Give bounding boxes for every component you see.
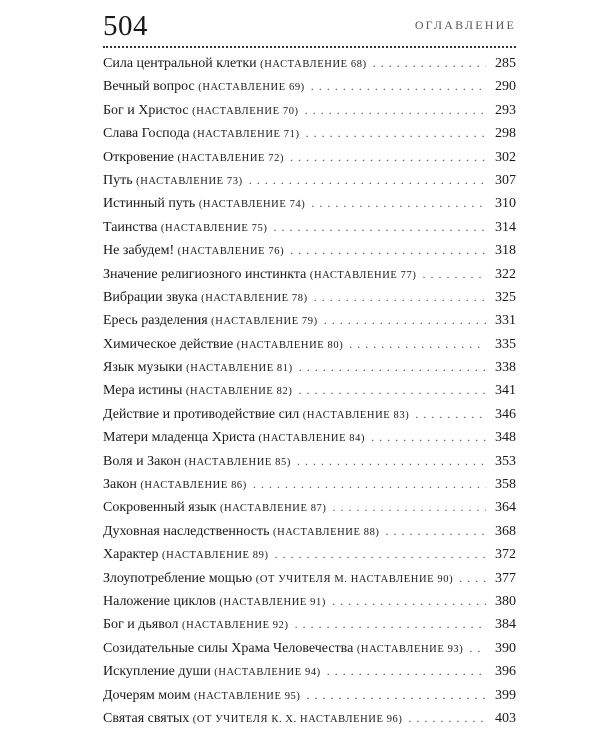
entry-title [103,239,284,263]
toc-entry [103,309,516,332]
entry-page-number: 314 [495,219,516,235]
toc-entry [103,122,516,145]
entry-note: (НАСТАВЛЕНИЕ 87) [219,503,327,515]
dot-leader [371,426,486,449]
entry-title-text: Дочерям моим [103,687,191,703]
entry-note: (НАСТАВЛЕНИЕ 94) [214,667,321,679]
entry-page-number: 372 [495,547,516,563]
entry-title-text: Слава Господа [103,126,190,142]
dot-leader [249,169,486,192]
entry-page-number: 346 [495,406,516,422]
entry-page-number: 403 [495,710,516,726]
entry-note: (НАСТАВЛЕНИЕ 91) [219,596,326,608]
entry-title-text: Мера истины [103,383,183,399]
entry-title-text: Созидательные силы Храма Человечества [103,640,354,656]
dot-leader [386,520,486,543]
toc-entry [103,520,516,543]
entry-title [103,169,243,193]
entry-note: (НАСТАВЛЕНИЕ 85) [184,456,291,468]
entry-title-text: Действие и противодействие сил [103,406,300,422]
dot-leader [459,567,486,590]
entry-title [103,192,305,216]
entry-page-number: 298 [495,126,516,142]
toc-entry [103,75,516,98]
entry-page-number: 318 [495,243,516,259]
dot-leader [307,684,486,707]
entry-title [103,473,247,497]
entry-note: (НАСТАВЛЕНИЕ 89) [162,550,269,562]
dot-leader [333,496,486,519]
entry-note: (НАСТАВЛЕНИЕ 86) [140,480,247,492]
toc-entry [103,403,516,426]
entry-note: (НАСТАВЛЕНИЕ 72) [177,152,285,164]
entry-note: (НАСТАВЛЕНИЕ 70) [192,105,299,117]
entry-title [103,333,343,357]
entry-title-text: Злоупотребление мощью [103,570,253,586]
toc-entry [103,637,516,660]
entry-note: (НАСТАВЛЕНИЕ 84) [258,433,366,445]
toc-entry [103,333,516,356]
entry-page-number: 353 [495,453,516,469]
entry-page-number: 368 [495,523,516,539]
dot-leader [422,263,486,286]
dot-leader [273,216,486,239]
entry-note: (НАСТАВЛЕНИЕ 83) [302,409,410,421]
entry-title-text: Сокровенный язык [103,500,217,516]
entry-page-number: 290 [495,79,516,95]
header-divider [103,46,516,48]
dot-leader [373,52,486,75]
entry-page-number: 380 [495,593,516,609]
entry-note: (НАСТАВЛЕНИЕ 82) [185,386,293,398]
entry-page-number: 325 [495,289,516,305]
toc-entry [103,286,516,309]
entry-page-number: 307 [495,172,516,188]
toc-entry [103,543,516,566]
entry-page-number: 390 [495,640,516,656]
entry-note: (НАСТАВЛЕНИЕ 74) [198,199,306,211]
entry-title [103,707,403,731]
dot-leader [299,356,486,379]
entry-title [103,216,267,240]
toc-entry [103,684,516,707]
toc-entry [103,192,516,215]
entry-title-text: Откровение [103,149,174,165]
toc-entry [103,379,516,402]
page-header [103,8,516,44]
entry-note: (НАСТАВЛЕНИЕ 88) [272,526,380,538]
entry-title-text: Святая святых [103,710,190,726]
entry-title [103,684,301,708]
dot-leader [297,450,486,473]
toc-entry [103,590,516,613]
entry-title [103,567,453,591]
entry-note: (НАСТАВЛЕНИЕ 68) [260,59,367,70]
dot-leader [349,333,486,356]
dot-leader [298,379,486,402]
entry-title-text: Язык музыки [103,360,183,376]
entry-title [103,660,321,684]
entry-title [103,590,326,614]
entry-title [103,520,380,544]
dot-leader [409,707,487,730]
entry-page-number: 285 [495,56,516,71]
entry-page-number: 331 [495,313,516,329]
entry-title-text: Наложение циклов [103,593,216,609]
entry-page-number: 377 [495,570,516,586]
dot-leader [327,660,486,683]
dot-leader [253,473,486,496]
entry-title-text: Матери младенца Христа [103,430,256,446]
entry-note: (ОТ УЧИТЕЛЯ М. НАСТАВЛЕНИЕ 90) [255,573,454,585]
entry-note: (НАСТАВЛЕНИЕ 93) [356,643,464,655]
toc-entry [103,496,516,519]
entry-title [103,52,367,76]
dot-leader [295,613,486,636]
entry-page-number: 335 [495,336,516,352]
entry-title [103,450,291,474]
dot-leader [314,286,486,309]
entry-title-text: Химическое действие [103,336,234,352]
entry-note: (НАСТАВЛЕНИЕ 92) [182,620,289,632]
entry-title-text: Вибрации звука [103,289,198,305]
entry-page-number: 384 [495,617,516,633]
entry-note: (НАСТАВЛЕНИЕ 78) [201,292,308,304]
entry-title-text: Бог и Христос [103,102,189,118]
toc-entry [103,169,516,192]
entry-title-text: Закон [103,477,137,493]
running-title: ОГЛАВЛЕНИЕ [414,18,516,32]
dot-leader [275,543,486,566]
entry-title [103,379,292,403]
entry-title-text: Сила центральной клетки [103,56,257,71]
toc-entry [103,450,516,473]
entry-page-number: 396 [495,664,516,680]
entry-title-text: Духовная наследственность [103,523,270,539]
page-number: 504 [103,10,148,42]
table-of-contents [103,52,516,730]
entry-page-number: 364 [495,500,516,516]
toc-entry [103,707,516,730]
toc-entry [103,426,516,449]
entry-title [103,309,318,333]
entry-note: (НАСТАВЛЕНИЕ 80) [236,339,344,351]
entry-title-text: Характер [103,547,159,563]
toc-entry [103,356,516,379]
entry-note: (НАСТАВЛЕНИЕ 73) [136,175,243,187]
entry-page-number: 322 [495,266,516,282]
entry-title-text: Истинный путь [103,196,196,212]
dot-leader [332,590,486,613]
toc-entry [103,660,516,683]
dot-leader [311,192,486,215]
entry-note: (ОТ УЧИТЕЛЯ К. Х. НАСТАВЛЕНИЕ 96) [192,713,403,725]
toc-entry [103,146,516,169]
toc-entry [103,263,516,286]
entry-note: (НАСТАВЛЕНИЕ 76) [177,246,285,258]
entry-page-number: 338 [495,360,516,376]
entry-title-text: Путь [103,172,133,188]
toc-entry [103,216,516,239]
entry-title-text: Искупление души [103,664,211,680]
entry-note: (НАСТАВЛЕНИЕ 79) [211,316,318,328]
dot-leader [305,99,486,122]
dot-leader [415,403,486,426]
entry-title [103,75,305,99]
entry-title-text: Бог и дьявол [103,617,179,633]
toc-entry [103,239,516,262]
dot-leader [290,146,486,169]
entry-page-number: 348 [495,430,516,446]
entry-title [103,99,299,123]
entry-note: (НАСТАВЛЕНИЕ 81) [186,363,293,375]
entry-title [103,403,409,427]
entry-title-text: Воля и Закон [103,453,181,469]
entry-note: (НАСТАВЛЕНИЕ 95) [193,690,301,702]
toc-entry [103,473,516,496]
entry-note: (НАСТАВЛЕНИЕ 69) [198,82,305,94]
entry-page-number: 358 [495,477,516,493]
entry-title [103,356,293,380]
entry-title [103,286,308,310]
entry-title-text: Вечный вопрос [103,79,195,95]
toc-entry [103,613,516,636]
dot-leader [324,309,486,332]
entry-title [103,426,365,450]
entry-note: (НАСТАВЛЕНИЕ 75) [160,222,268,234]
toc-entry [103,99,516,122]
entry-title [103,263,416,287]
toc-entry [103,52,516,75]
entry-title [103,122,300,146]
entry-note: (НАСТАВЛЕНИЕ 71) [193,129,300,141]
entry-page-number: 302 [495,149,516,165]
entry-title [103,637,463,661]
entry-title [103,543,269,567]
entry-note: (НАСТАВЛЕНИЕ 77) [309,269,417,281]
entry-page-number: 293 [495,102,516,118]
entry-page-number: 341 [495,383,516,399]
entry-title-text: Ересь разделения [103,313,208,329]
entry-title [103,496,327,520]
entry-title-text: Не забудем! [103,243,175,259]
dot-leader [290,239,486,262]
entry-title [103,613,289,637]
entry-page-number: 310 [495,196,516,212]
toc-entry [103,567,516,590]
entry-title-text: Значение религиозного инстинкта [103,266,307,282]
entry-page-number: 399 [495,687,516,703]
dot-leader [469,637,486,660]
entry-title [103,146,284,170]
dot-leader [311,75,486,98]
entry-title-text: Таинства [103,219,158,235]
dot-leader [306,122,486,145]
